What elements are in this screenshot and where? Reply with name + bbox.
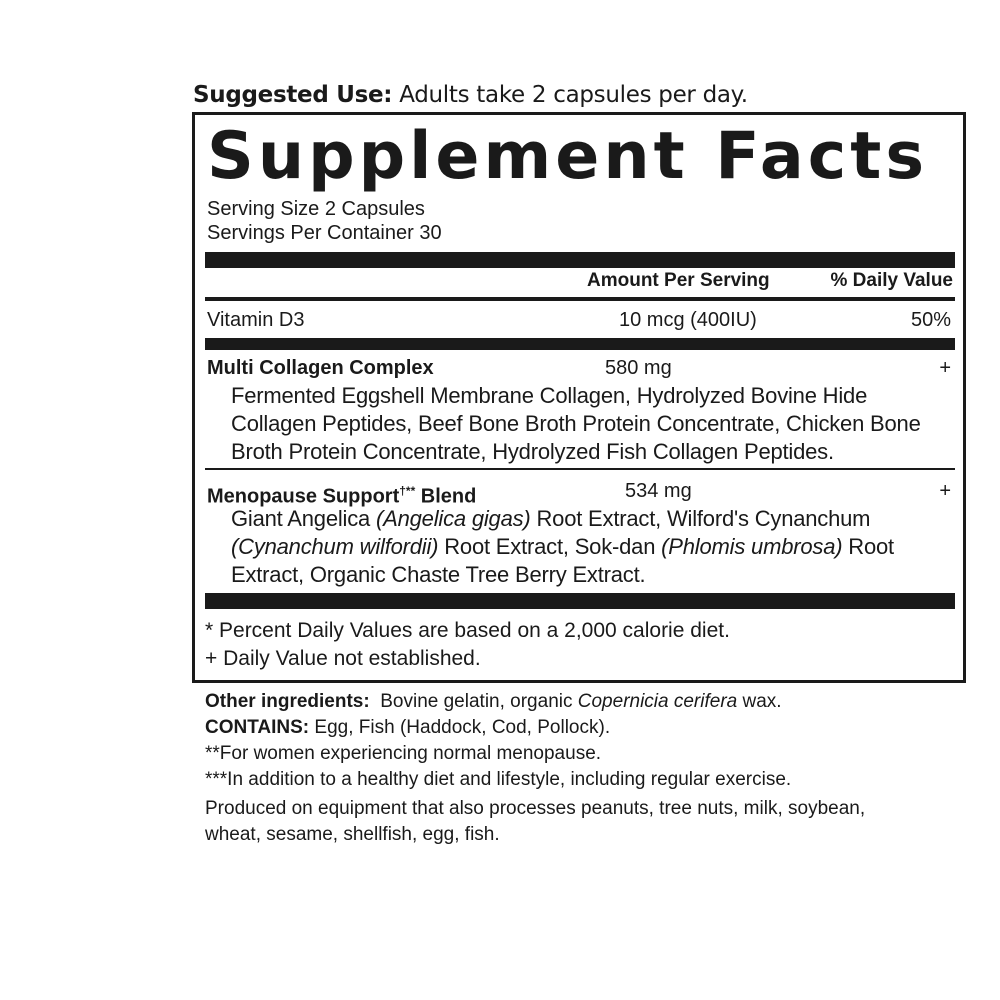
supplement-facts-panel [192,112,966,683]
contains-line [205,716,610,740]
row-collagen-desc-1: Fermented Eggshell Membrane Collagen, Hydrolyzed Bovine Hide [231,383,868,408]
serving-size: Serving Size 2 Capsules [207,198,425,220]
suggested-use-text: Adults take 2 capsules per day. [399,82,748,108]
header-amount: Amount Per Serving [587,270,770,291]
header-daily-value: % Daily Value [830,270,953,291]
footnote-daily-values: * Percent Daily Values are based on a 2,000 calorie diet. [205,619,730,642]
other-text: wax. [737,691,782,712]
suggested-use-label: Suggested Use: [193,82,393,108]
other-ingredients-label: Other ingredients: [205,691,370,712]
row-menopause-desc-2 [231,533,894,561]
row-menopause-desc-1 [231,505,870,533]
note-menopause: **For women experiencing normal menopause. [205,743,602,764]
contains-text: Egg, Fish (Haddock, Cod, Pollock). [309,717,611,738]
panel-title: Supplement Facts [207,119,929,194]
row-menopause-dv: + [939,480,951,502]
note-equipment-1: Produced on equipment that also processes peanuts, tree nuts, milk, soybean, [205,798,866,819]
other-latin: Copernicia cerifera [577,691,738,712]
row-menopause-amount: 534 mg [625,480,692,502]
footnote-not-established: + Daily Value not established. [205,647,481,670]
row-vitamin-d3-dv: 50% [910,309,951,331]
desc-text: Root Extract, Sok-dan [438,534,662,559]
other-ingredients [205,690,782,714]
desc-latin: (Cynanchum wilfordii) [231,534,439,559]
row-vitamin-d3-amount: 10 mcg (400IU) [619,309,757,331]
row-collagen-desc-2: Collagen Peptides, Beef Bone Broth Protein Concentrate, Chicken Bone [231,411,921,436]
row-collagen-name: Multi Collagen Complex [207,357,434,379]
other-text: Bovine gelatin, organic [369,691,578,712]
header-divider [205,297,955,301]
row-menopause-name-text: Menopause Support [207,485,400,508]
thick-divider [205,252,955,268]
row-menopause-desc-3: Extract, Organic Chaste Tree Berry Extract. [231,562,646,587]
row-menopause-name-suffix: Blend [415,485,477,508]
note-diet: ***In addition to a healthy diet and lifestyle, including regular exercise. [205,769,792,790]
contains-label: CONTAINS: [205,717,310,738]
medium-divider [205,338,955,350]
desc-text: Root [842,534,894,559]
row-collagen-dv: + [939,357,951,379]
thin-divider [205,468,955,470]
row-vitamin-d3-name: Vitamin D3 [207,309,305,331]
suggested-use [193,80,748,110]
desc-text: Giant Angelica [231,506,376,531]
row-menopause-sup: †** [399,484,416,498]
desc-latin: (Angelica gigas) [376,506,531,531]
servings-per-container: Servings Per Container 30 [207,222,442,244]
desc-latin: (Phlomis umbrosa) [661,534,843,559]
bottom-thick-divider [205,593,955,609]
note-equipment-2: wheat, sesame, shellfish, egg, fish. [205,824,500,845]
desc-text: Root Extract, Wilford's Cynanchum [530,506,871,531]
row-collagen-desc-3: Broth Protein Concentrate, Hydrolyzed Fish Collagen Peptides. [231,439,834,464]
row-collagen-amount: 580 mg [605,357,672,379]
